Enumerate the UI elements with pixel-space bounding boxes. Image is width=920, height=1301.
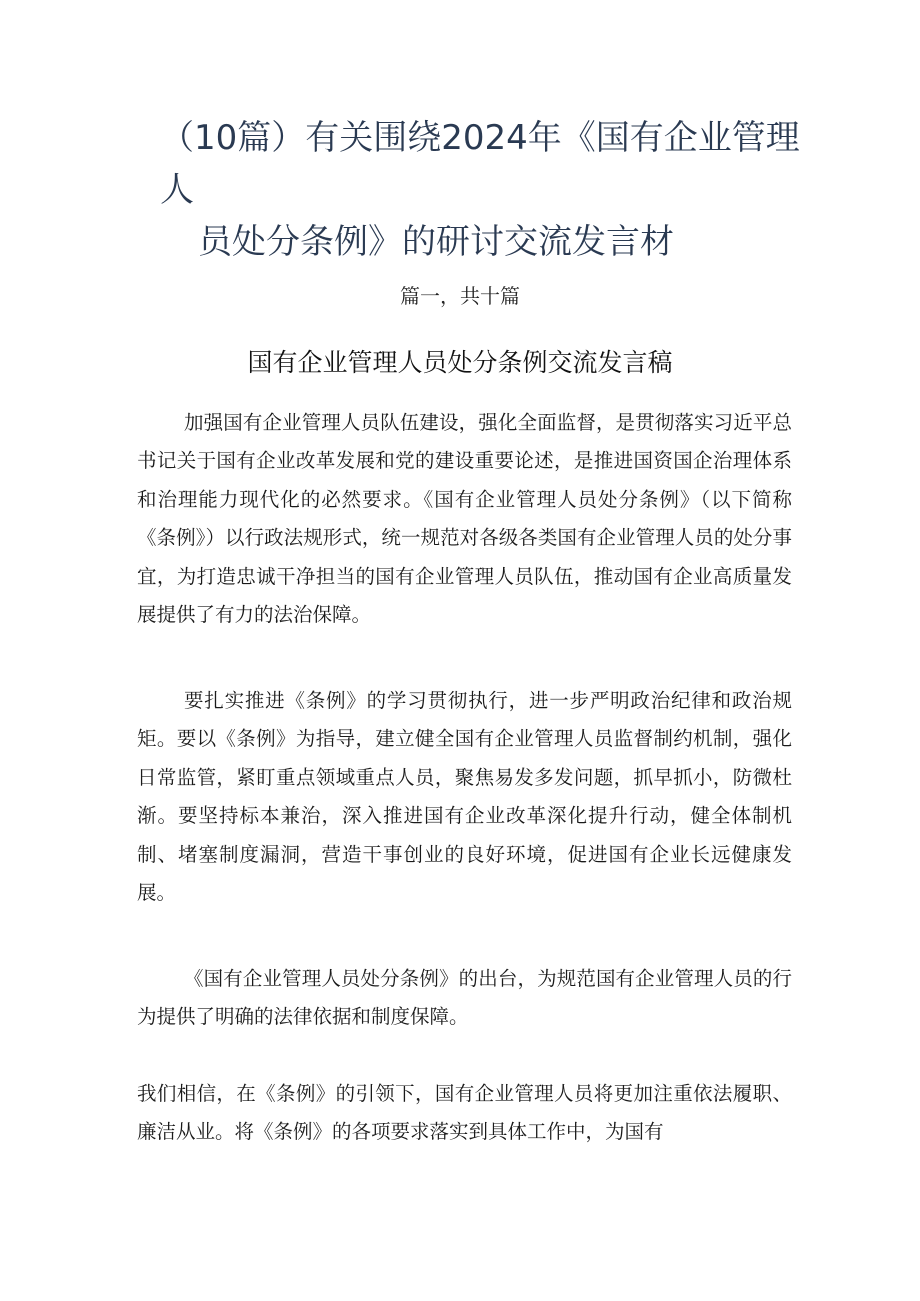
document-title-line-2: 员处分条例》的研讨交流发言材 (198, 222, 674, 262)
body-paragraph-3: 《国有企业管理人员处分条例》的出台，为规范国有企业管理人员的行为提供了明确的法律依据和制度保障。 (137, 967, 792, 1029)
body-paragraph-4: 我们相信，在《条例》的引领下，国有企业管理人员将更加注重依法履职、廉洁从业。将《条例》的各项要求落实到具体工作中，为国有 (137, 1082, 792, 1144)
document-title (160, 112, 820, 268)
body-paragraph-1: 加强国有企业管理人员队伍建设，强化全面监督，是贯彻落实习近平总书记关于国有企业改革发展和党的建设重要论述，是推进国资国企治理体系和治理能力现代化的必然要求。《国有企业管理人员处分条例》（以下简称《条例》）以行政法规形式，统一规范对各级各类国有企业管理人员的处分事宜，为打造忠诚干净担当的国有企业管理人员队伍，推动国有企业高质量发展提供了有力的法治保障。 (137, 411, 792, 627)
section-title: 国有企业管理人员处分条例交流发言稿 (247, 348, 673, 377)
document-title-line-1: （10篇）有关围绕2024年《国有企业管理人 (160, 118, 800, 210)
article-subtitle: 篇一，共十篇 (400, 284, 520, 308)
body-paragraph-2: 要扎实推进《条例》的学习贯彻执行，进一步严明政治纪律和政治规矩。要以《条例》为指导，建立健全国有企业管理人员监督制约机制，强化日常监管，紧盯重点领域重点人员，聚焦易发多发问题，抓早抓小，防微杜渐。要坚持标本兼治，深入推进国有企业改革深化提升行动，健全体制机制、堵塞制度漏洞，营造干事创业的良好环境，促进国有企业长远健康发展。 (137, 689, 792, 905)
